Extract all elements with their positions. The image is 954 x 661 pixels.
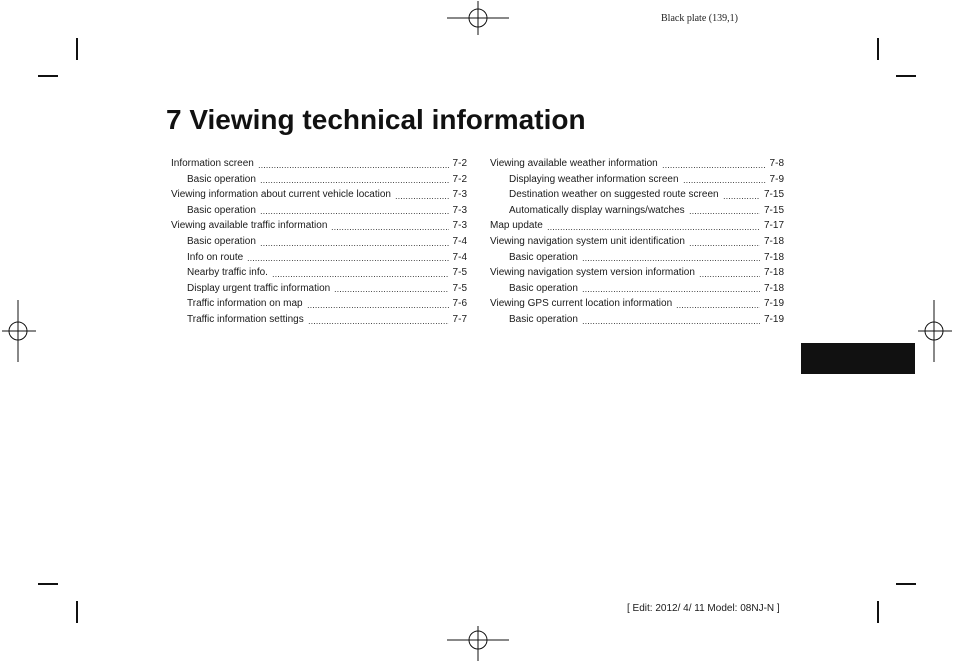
toc-entry[interactable]	[171, 156, 467, 172]
crop-mark-bottom-right-vertical	[877, 601, 879, 623]
toc-leader-dots	[582, 260, 760, 261]
crop-mark-top-right-vertical	[877, 38, 879, 60]
toc-right-column	[490, 156, 784, 328]
toc-entry-label: Information screen	[171, 158, 254, 169]
crop-mark-top-left-horizontal	[38, 75, 58, 77]
toc-leader-dots	[723, 198, 760, 199]
toc-entry-page: 7-18	[763, 235, 784, 247]
toc-entry-label: Nearby traffic info.	[187, 267, 268, 279]
toc-entry-label: Basic operation	[509, 251, 578, 263]
chapter-tab-block	[801, 343, 915, 374]
toc-entry[interactable]	[171, 281, 467, 297]
toc-entry[interactable]	[171, 296, 467, 312]
toc-leader-dots	[308, 323, 449, 324]
toc-entry[interactable]	[171, 312, 467, 328]
toc-entry[interactable]	[490, 281, 784, 297]
toc-entry-label: Automatically display warnings/watches	[509, 204, 685, 216]
toc-leader-dots	[334, 291, 448, 292]
toc-entry-label: Basic operation	[187, 204, 256, 216]
toc-entry[interactable]	[171, 203, 467, 219]
toc-entry-page: 7-18	[763, 251, 784, 263]
toc-entry[interactable]	[490, 172, 784, 188]
toc-entry[interactable]	[171, 187, 467, 203]
toc-entry-page: 7-18	[763, 282, 784, 294]
toc-entry-page: 7-19	[763, 313, 784, 325]
toc-entry-label: Viewing information about current vehicle location	[171, 189, 391, 201]
toc-entry-label: Displaying weather information screen	[509, 173, 679, 185]
toc-entry-label: Basic operation	[187, 173, 256, 185]
toc-entry-page: 7-6	[452, 298, 467, 310]
plate-label: Black plate (139,1)	[661, 13, 738, 24]
toc-entry-page: 7-7	[452, 313, 467, 325]
crop-mark-bottom-left-vertical	[76, 601, 78, 623]
toc-entry-label: Viewing available weather information	[490, 158, 658, 169]
toc-entry-label: Viewing navigation system unit identification	[490, 235, 685, 247]
toc-entry-page: 7-18	[763, 267, 784, 279]
toc-leader-dots	[699, 276, 760, 277]
toc-entry-page: 7-15	[763, 204, 784, 216]
toc-leader-dots	[676, 307, 760, 308]
toc-entry[interactable]	[490, 203, 784, 219]
crop-mark-bottom-right-horizontal	[896, 583, 916, 585]
toc-entry-page: 7-4	[452, 251, 467, 263]
toc-leader-dots	[395, 198, 449, 199]
toc-entry-page: 7-3	[452, 220, 467, 232]
toc-entry-page: 7-4	[452, 235, 467, 247]
toc-entry[interactable]	[171, 218, 467, 234]
toc-leader-dots	[331, 229, 448, 230]
registration-mark-left-icon	[2, 300, 38, 362]
toc-entry[interactable]	[171, 250, 467, 266]
toc-entry-page: 7-2	[452, 158, 467, 169]
toc-entry[interactable]	[490, 218, 784, 234]
toc-leader-dots	[260, 245, 449, 246]
toc-entry[interactable]	[490, 312, 784, 328]
crop-mark-bottom-left-horizontal	[38, 583, 58, 585]
toc-entry-label: Viewing navigation system version information	[490, 267, 695, 279]
toc-entry-page: 7-3	[452, 189, 467, 201]
chapter-title: 7 Viewing technical information	[166, 104, 586, 135]
toc-entry-label: Map update	[490, 220, 543, 232]
toc-entry-page: 7-2	[452, 173, 467, 185]
toc-entry[interactable]	[490, 250, 784, 266]
toc-entry[interactable]	[490, 187, 784, 203]
toc-entry-label: Display urgent traffic information	[187, 282, 331, 294]
toc-entry[interactable]	[490, 234, 784, 250]
toc-entry-page: 7-19	[763, 298, 784, 310]
toc-leader-dots	[260, 213, 449, 214]
toc-entry[interactable]	[171, 172, 467, 188]
toc-leader-dots	[689, 245, 760, 246]
toc-entry[interactable]	[490, 156, 784, 172]
toc-entry[interactable]	[490, 296, 784, 312]
registration-mark-bottom-icon	[447, 622, 509, 661]
toc-leader-dots	[582, 291, 760, 292]
toc-entry[interactable]	[490, 265, 784, 281]
toc-leader-dots	[683, 182, 766, 183]
toc-entry-label: Basic operation	[509, 313, 578, 325]
toc-leader-dots	[547, 229, 760, 230]
toc-entry-page: 7-15	[763, 189, 784, 201]
toc-entry-page: 7-3	[452, 204, 467, 216]
toc-entry[interactable]	[171, 234, 467, 250]
toc-entry-page: 7-17	[763, 220, 784, 232]
toc-entry-label: Destination weather on suggested route screen	[509, 189, 719, 201]
toc-leader-dots	[307, 307, 449, 308]
toc-leader-dots	[258, 167, 449, 168]
toc-entry-page: 7-9	[769, 173, 784, 185]
toc-left-column	[171, 156, 467, 328]
toc-entry-label: Viewing GPS current location information	[490, 298, 673, 310]
toc-entry-label: Basic operation	[509, 282, 578, 294]
toc-entry-page: 7-8	[769, 158, 784, 169]
toc-entry-label: Viewing available traffic information	[171, 220, 328, 232]
registration-mark-top-icon	[447, 1, 509, 41]
toc-leader-dots	[689, 213, 760, 214]
toc-entry[interactable]	[171, 265, 467, 281]
toc-entry-page: 7-5	[452, 267, 467, 279]
crop-mark-top-right-horizontal	[896, 75, 916, 77]
footer-edit-info: [ Edit: 2012/ 4/ 11 Model: 08NJ-N ]	[627, 603, 780, 614]
toc-entry-page: 7-5	[452, 282, 467, 294]
registration-mark-right-icon	[916, 300, 952, 362]
toc-leader-dots	[662, 167, 766, 168]
crop-mark-top-left-vertical	[76, 38, 78, 60]
toc-entry-label: Traffic information on map	[187, 298, 303, 310]
toc-leader-dots	[272, 276, 449, 277]
toc-leader-dots	[247, 260, 448, 261]
toc-leader-dots	[260, 182, 449, 183]
toc-leader-dots	[582, 323, 760, 324]
toc-entry-label: Info on route	[187, 251, 244, 263]
toc-entry-label: Basic operation	[187, 235, 256, 247]
toc-entry-label: Traffic information settings	[187, 313, 304, 325]
